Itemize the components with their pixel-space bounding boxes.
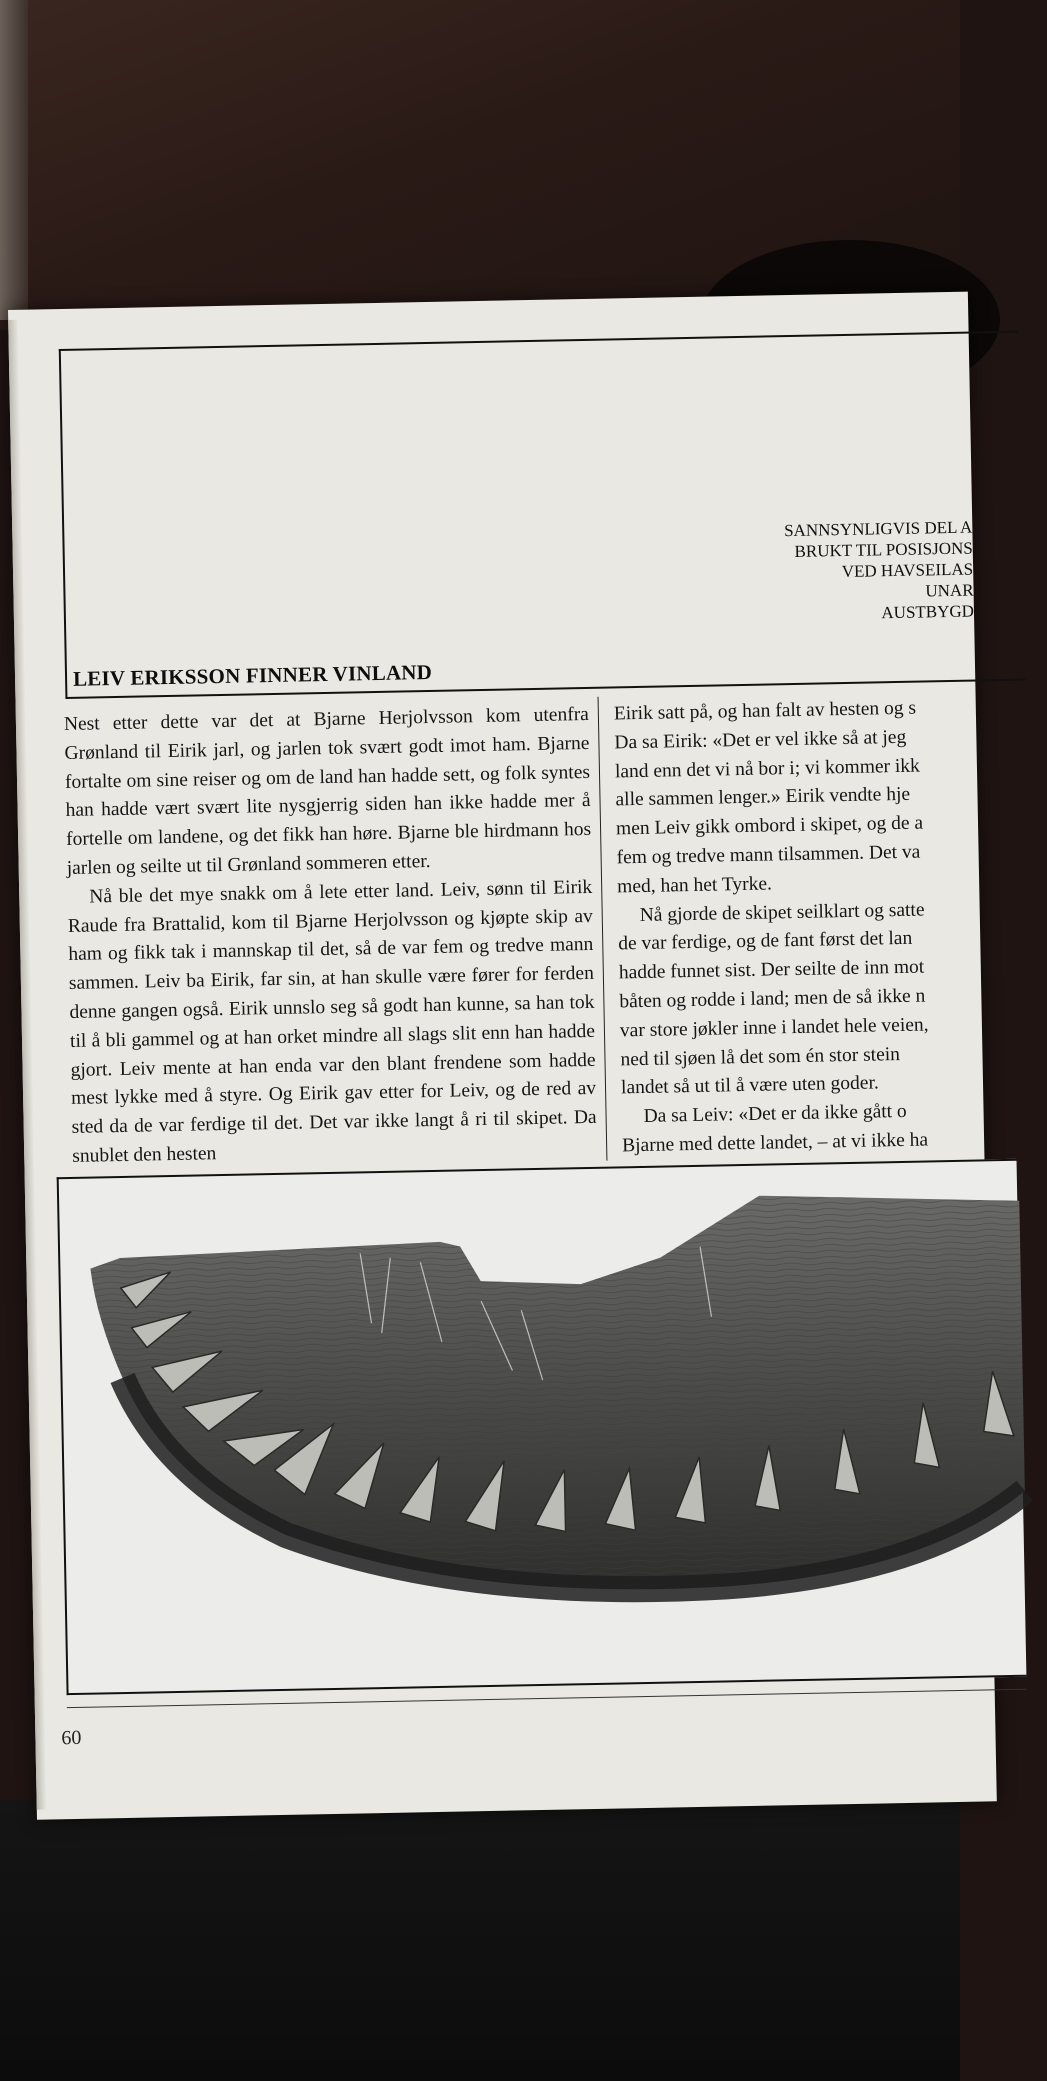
caption-line: VED HAVSEILAS [841,559,974,582]
text-line: landet så ut til å være uten goder. [620,1072,879,1099]
text-line: Bjarne med dette landet, – at vi ikke ha [621,1129,929,1157]
text-line: de var ferdige, og de fant først det lan [618,928,913,955]
paragraph: Nå ble det mye snakk om å lete etter land. Leiv, sønn til Eirik Raude fra Brattalid, kom til Bjarne Herjolvsson og kjøpte skip av ham og fikk tak i mannskap til det, så de var fem og tredve mann sammen. Leiv ba Eirik, far sin, at han skulle være fører for ferden denne gangen også. Eirik unnslo seg så godt han kunne, sa han tok til å bli gammel og at han orket mindre all slags slit enn han hadde gjort. Leiv mente at han enda var den blant frendene som hadde mest lykke med å styre. Og Eirik gav etter for Leiv, og de red av sted da de var ferdige til det. Det var ikke langt å ri til skipet. Da snublet den hesten [67,876,597,1167]
right-text-column [614,694,964,1219]
page-number: 60 [61,1726,82,1750]
top-image-frame [59,331,1026,699]
text-line: var store jøkler inne i landet hele veien, [619,1014,929,1042]
book-page [8,292,997,1820]
text-line: med, han het Tyrke. [616,873,773,898]
text-line: Da sa Eirik: «Det er vel ikke så at jeg [614,726,907,754]
text-line: båten og rodde i land; men de så ikke n [619,985,926,1013]
text-line: Nå gjorde de skipet seilklart og satte [639,899,925,926]
caption-line: SANNSYNLIGVIS DEL A [783,517,973,541]
text-line: land enn det vi nå bor i; vi kommer ikk [614,755,921,783]
wooden-bearing-dial-fragment-icon [59,1161,1029,1697]
article-heading: LEIV ERIKSSON FINNER VINLAND [72,659,433,691]
text-line: hadde funnet sist. Der seilte de inn mot [618,956,925,984]
text-line: Da sa Leiv: «Det er da ikke gått o [643,1101,907,1128]
page-edge [8,320,47,1810]
photo [57,1159,1027,1695]
caption-line: UNAR [925,580,974,601]
text-line: alle sammen lenger.» Eirik vendte hje [615,784,911,811]
caption-line: AUSTBYGD [881,601,975,623]
lap-background [0,1800,960,2081]
left-text-column [64,701,598,1172]
book-spine [0,0,28,320]
text-line: fem og tredve mann tilsammen. Det va [616,841,921,869]
column-divider [598,697,608,1161]
text-line: Eirik satt på, og han falt av hesten og s [613,697,917,725]
image-caption [752,517,974,626]
caption-line: BRUKT TIL POSISJONS [794,538,973,561]
text-line: men Leiv gikk ombord i skipet, og de a [615,812,924,840]
paragraph: Nest etter dette var det at Bjarne Herjolvsson kom utenfra Grønland til Eirik jarl, og jarlen tok svært godt imot ham. Bjarne fortalte om sine reiser og om de land han hadde sett, og folk syntes han hadde vært svært lite nysgjerrig siden han ikke hadde mer å fortelle om landene, og det fikk han høre. Bjarne ble hirdmann hos jarlen og seilte ut til Grønland sommeren etter. [63,703,592,879]
text-line: ned til sjøen lå det som én stor stein [620,1043,901,1070]
